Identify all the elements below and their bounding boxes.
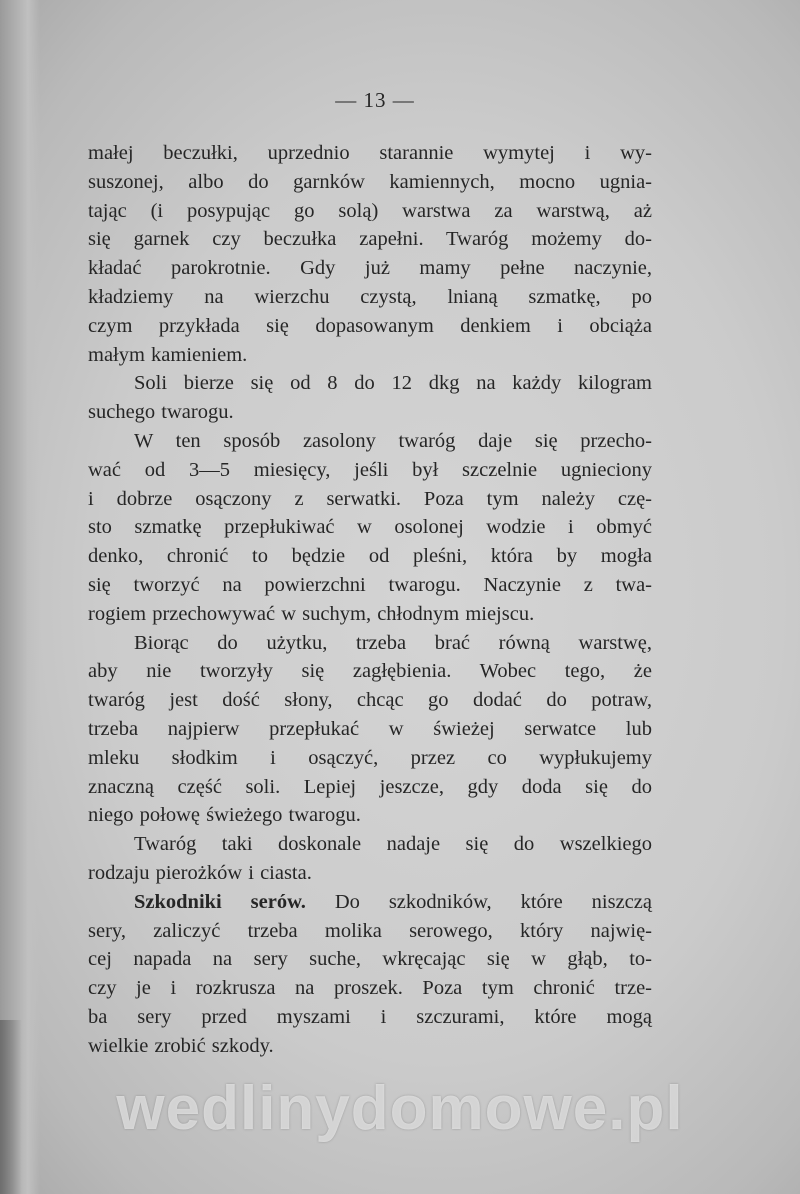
text-line [88,427,652,456]
line-text: twaróg jest dość słony, chcąc go dodać do potraw, [88,689,652,712]
text-line [88,225,652,254]
text-line [88,1003,652,1032]
text-line [88,917,652,946]
text-line [88,629,652,658]
line-text: trzeba najpierw przepłukać w świeżej serwatce lub [88,717,652,740]
text-line [88,254,652,283]
text-line [88,974,652,1003]
text-line [88,312,652,341]
line-text: małej beczułki, uprzednio starannie wymytej i wy- [88,142,652,164]
text-line [88,456,652,485]
text-line [88,139,652,168]
text-line [88,369,652,398]
line-text: niego połowę świeżego twarogu. [88,804,361,827]
text-line [88,686,652,715]
text-line [88,715,652,744]
text-line [88,341,652,370]
text-line [88,283,652,312]
text-line [88,168,652,197]
text-line [88,657,652,686]
line-text: suchego twarogu. [88,401,234,424]
line-text: wać od 3—5 miesięcy, jeśli był szczelnie ugnieciony [88,458,652,481]
line-text: rogiem przechowywać w suchym, chłodnym miejscu. [88,602,535,625]
text-line [88,744,652,773]
paragraph [88,427,652,629]
text-line [88,197,652,226]
line-text: Do szkodników, które niszczą [305,890,652,913]
line-text: ba sery przed myszami i szczurami, które mogą [88,1005,652,1028]
watermark: wedlinydomowe.pl [116,1074,684,1143]
text-line [88,513,652,542]
line-text: czym przykłada się dopasowanym denkiem i obciąża [88,314,652,337]
line-text: się tworzyć na powierzchni twarogu. Naczynie z twa- [88,573,652,596]
text-line [88,888,652,917]
text-line [88,600,652,629]
paragraph [88,830,652,888]
line-text: wielkie zrobić szkody. [88,1034,274,1057]
text-line [88,542,652,571]
line-text: się garnek czy beczułka zapełni. Twaróg możemy do- [88,228,652,251]
paragraph [88,888,652,1061]
page-edge-shadow [0,0,40,1194]
text-line [88,830,652,859]
page-edge-shadow-lower [0,1020,22,1194]
text-line [88,1032,652,1061]
line-text: suszonej, albo do garnków kamiennych, mocno ugnia- [88,170,652,193]
line-text: Soli bierze się od 8 do 12 dkg na każdy kilogram [134,372,652,395]
paragraph [88,369,652,427]
line-text: Twaróg taki doskonale nadaje się do wszelkiego [134,833,652,856]
text-line [88,571,652,600]
line-text: kładziemy na wierzchu czystą, lnianą szmatkę, po [88,285,652,308]
line-text: i dobrze osączony z serwatki. Poza tym należy czę- [88,487,652,510]
text-line [88,801,652,830]
text-line [88,773,652,802]
line-text: czy je i rozkrusza na proszek. Poza tym chronić trze- [88,977,652,1000]
line-text: znaczną część soli. Lepiej jeszcze, gdy doda się do [88,775,652,798]
line-text: Biorąc do użytku, trzeba brać równą warstwę, [134,631,652,654]
text-line [88,485,652,514]
line-text: mleku słodkim i osączyć, przez co wypłukujemy [88,746,652,769]
section-heading: Szkodniki serów. [134,890,306,913]
body-text [88,139,652,1061]
line-text: aby nie tworzyły się zagłębienia. Wobec tego, że [88,660,652,683]
text-line [88,859,652,888]
line-text: rodzaju pierożków i ciasta. [88,861,312,884]
line-text: cej napada na sery suche, wkręcając się w głąb, to- [88,948,652,971]
paragraph [88,629,652,831]
page-number: — 13 — [335,88,415,112]
line-text: denko, chronić to będzie od pleśni, która by mogła [88,545,652,568]
paragraph [88,139,652,369]
line-text: sery, zaliczyć trzeba molika serowego, który najwię- [88,919,652,942]
text-line [88,398,652,427]
line-text: sto szmatkę przepłukiwać w osolonej wodzie i obmyć [88,516,652,539]
line-text: W ten sposób zasolony twaróg daje się przecho- [134,429,652,452]
text-line [88,945,652,974]
line-text: małym kamieniem. [88,343,248,366]
line-text: tając (i posypując go solą) warstwa za warstwą, aż [88,199,652,222]
line-text: kładać parokrotnie. Gdy już mamy pełne naczynie, [88,257,652,280]
